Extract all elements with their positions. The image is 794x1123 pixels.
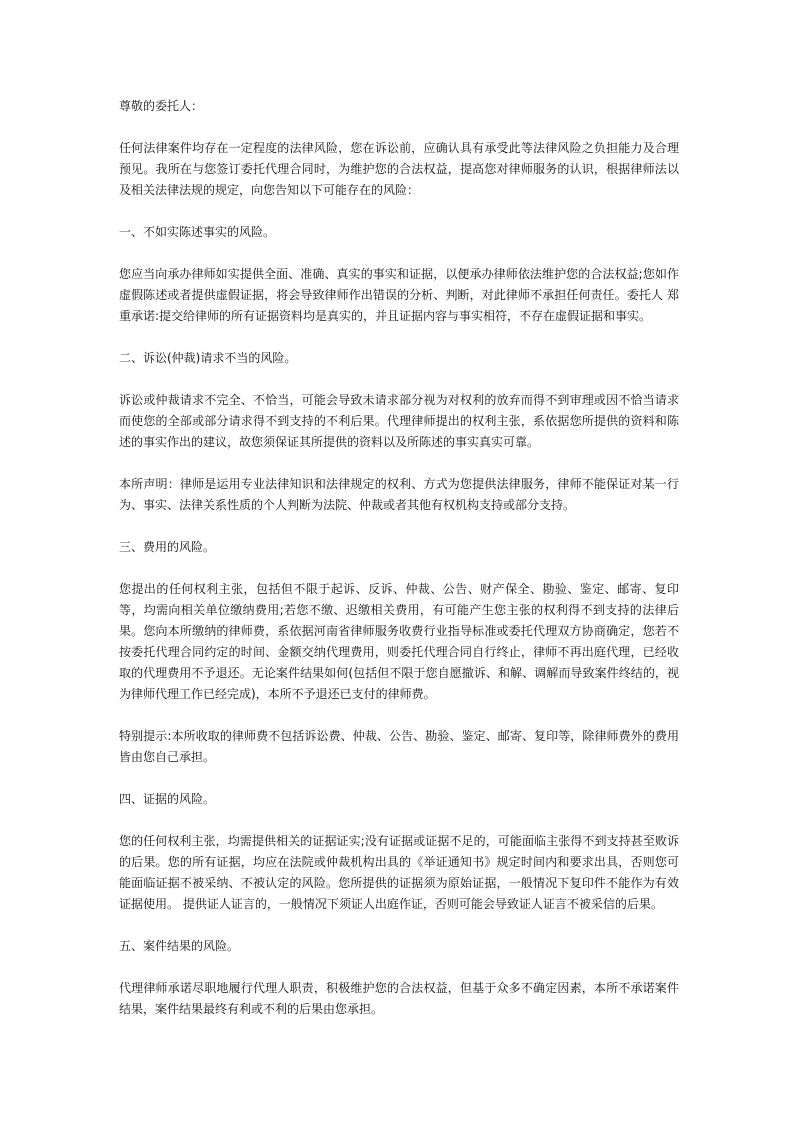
section-heading-3: 三、费用的风险。 bbox=[119, 540, 216, 554]
section-5-paragraph: 代理律师承诺尽职地履行代理人职责，积极维护您的合法权益，但基于众多不确定因素，本所不承诺案件结果，案件结果最终有利或不利的后果由您承担。 bbox=[119, 981, 679, 1016]
section-heading-5: 五、案件结果的风险。 bbox=[119, 939, 240, 953]
section-heading-2: 二、诉讼(仲裁)请求不当的风险。 bbox=[119, 351, 297, 365]
document-page bbox=[119, 96, 679, 1041]
section-3-notice: 特别提示:本所收取的律师费不包括诉讼费、仲裁、公告、勘验、鉴定、邮寄、复印等，除律师费外的费用皆由您自己承担。 bbox=[119, 729, 679, 764]
section-2-statement: 本所声明：律师是运用专业法律知识和法律规定的权利、方式为您提供法律服务，律师不能保证对某一行为、事实、法律关系性质的个人判断为法院、仲裁或者其他有权机构支持或部分支持。 bbox=[119, 477, 679, 512]
section-heading-1: 一、不如实陈述事实的风险。 bbox=[119, 225, 276, 239]
intro-paragraph: 任何法律案件均存在一定程度的法律风险，您在诉讼前，应确认具有承受此等法律风险之负担能力及合理预见。我所在与您签订委托代理合同时，为维护您的合法权益，提高您对律师服务的认识，根据律师法以及相关法律法规的规定，向您告知以下可能存在的风险： bbox=[119, 141, 679, 197]
section-2-paragraph: 诉讼或仲裁请求不完全、不恰当，可能会导致未请求部分视为对权利的放弃而得不到审理或因不恰当请求而使您的全部或部分请求得不到支持的不利后果。代理律师提出的权利主张，系依据您所提供的资料和陈述的事实作出的建议，故您须保证其所提供的资料以及所陈述的事实真实可靠。 bbox=[119, 393, 679, 449]
section-3-paragraph: 您提出的任何权利主张，包括但不限于起诉、反诉、仲裁、公告、财产保全、勘验、鉴定、邮寄、复印等，均需向相关单位缴纳费用;若您不缴、迟缴相关费用，有可能产生您主张的权利得不到支持的法律后果。您向本所缴纳的律师费，系依据河南省律师服务收费行业指导标准或委托代理双方协商确定，您若不按委托代理合同约定的时间、金额交纳代理费用，则委托代理合同自行终止，律师不再出庭代理，已经收取的代理费用不予退还。无论案件结果如何(包括但不限于您自愿撤诉、和解、调解而导致案件终结的，视为律师代理工作已经完成)，本所不予退还已支付的律师费。 bbox=[119, 582, 679, 701]
greeting: 尊敬的委托人： bbox=[119, 99, 204, 113]
section-heading-4: 四、证据的风险。 bbox=[119, 792, 216, 806]
section-1-paragraph: 您应当向承办律师如实提供全面、准确、真实的事实和证据，以便承办律师依法维护您的合法权益;您如作虚假陈述或者提供虚假证据，将会导致律师作出错误的分析、判断，对此律师不承担任何责任。委托人 郑重承诺:提交给律师的所有证据资料均是真实的，并且证据内容与事实相符，不存在虚假证据和事实。 bbox=[119, 267, 679, 323]
section-4-paragraph: 您的任何权利主张，均需提供相关的证据证实;没有证据或证据不足的，可能面临主张得不到支持甚至败诉的后果。您的所有证据，均应在法院或仲裁机构出具的《举证通知书》规定时间内和要求出具，否则您可能面临证据不被采纳、不被认定的风险。您所提供的证据须为原始证据，一般情况下复印件不能作为有效证据使用。 提供证人证言的，一般情况下须证人出庭作证，否则可能会导致证人证言不被采信的后果。 bbox=[119, 834, 679, 911]
